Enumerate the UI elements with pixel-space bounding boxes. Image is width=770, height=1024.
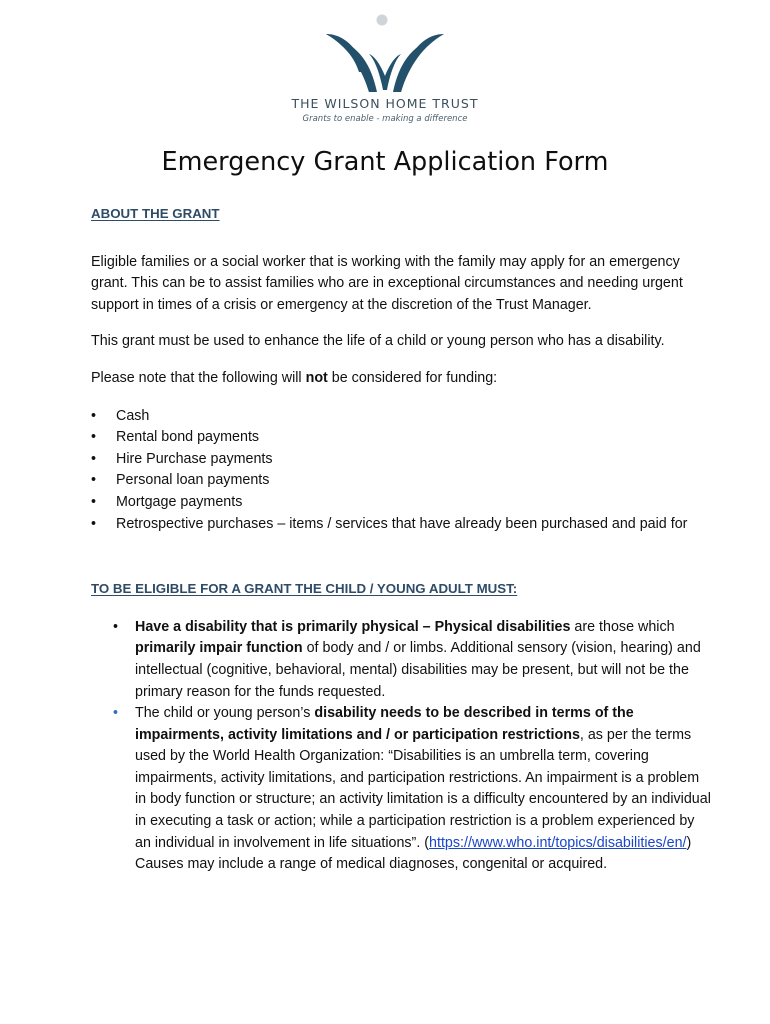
form-title: Emergency Grant Application Form bbox=[161, 147, 609, 177]
wilson-home-trust-logo-icon bbox=[325, 14, 445, 94]
about-paragraph-1: Eligible families or a social worker that is working with the family may apply for an emergency grant. This can be to assist families who are in exceptional circumstances and needing urgent support in times of a crisis or emergency at the discretion of the Trust Manager. bbox=[91, 253, 683, 313]
eligibility-item-physical-disability bbox=[91, 617, 711, 703]
item1-bold-1: Have a disability that is primarily physical – Physical disabilities bbox=[135, 618, 571, 635]
list-item: • Hire Purchase payments bbox=[91, 449, 711, 471]
item1-text-1: are those which bbox=[570, 618, 675, 635]
item2-bold-1: disability needs to be described in terms of the impairments, activity limitations and / or participation restrictions bbox=[135, 705, 634, 743]
item2-text-2: , as per the terms used by the World Health Organization: “Disabilities is an umbrella term, covering impairments, activity limitations, and participation restrictions. An impairment is a problem in body function or structure; an activity limitation is a difficulty encountered by an individual in executing a task or action; while a participation restriction is a problem experienced by an individual in involvement in life situations”. ( bbox=[135, 726, 711, 851]
org-tagline: Grants to enable - making a difference bbox=[302, 114, 468, 124]
item2-causes-text: Causes may include a range of medical diagnoses, congenital or acquired. bbox=[135, 856, 608, 873]
paragraph-3-start: Please note that the following will bbox=[91, 369, 306, 386]
item1-bold-2: primarily impair function bbox=[135, 640, 303, 657]
who-disabilities-link[interactable]: https://www.who.int/topics/disabilities/en/ bbox=[429, 834, 687, 851]
about-paragraph-3 bbox=[91, 368, 711, 390]
org-name: THE WILSON HOME TRUST bbox=[291, 96, 479, 111]
item2-text-1: The child or young person’s bbox=[135, 705, 315, 722]
header-logo-block bbox=[0, 14, 770, 124]
list-item: • Rental bond payments bbox=[91, 427, 711, 449]
list-item: • Cash bbox=[91, 406, 711, 428]
document-body bbox=[91, 203, 711, 876]
item1-text-2: of body and / or limbs. Additional sensory (vision, hearing) and intellectual (cognitive, behavioral, mental) disabilities may be present, but will not be the primary reason for the funds requested. bbox=[135, 640, 701, 700]
item2-text-3: ) bbox=[686, 834, 692, 851]
list-item: • Mortgage payments bbox=[91, 492, 711, 514]
eligibility-list bbox=[91, 617, 711, 876]
list-item: • Retrospective purchases – items / services that have already been purchased and paid for bbox=[91, 514, 711, 536]
eligibility-item-who-terms bbox=[91, 703, 711, 876]
eligibility-heading: TO BE ELIGIBLE FOR A GRANT THE CHILD / YOUNG ADULT MUST: bbox=[91, 581, 518, 597]
paragraph-3-end: be considered for funding: bbox=[327, 369, 498, 386]
about-grant-heading: ABOUT THE GRANT bbox=[91, 206, 220, 221]
about-paragraph-2: This grant must be used to enhance the life of a child or young person who has a disability. bbox=[91, 333, 665, 350]
exclusions-list bbox=[91, 406, 711, 536]
paragraph-3-not: not bbox=[305, 369, 328, 386]
list-item: • Personal loan payments bbox=[91, 470, 711, 492]
